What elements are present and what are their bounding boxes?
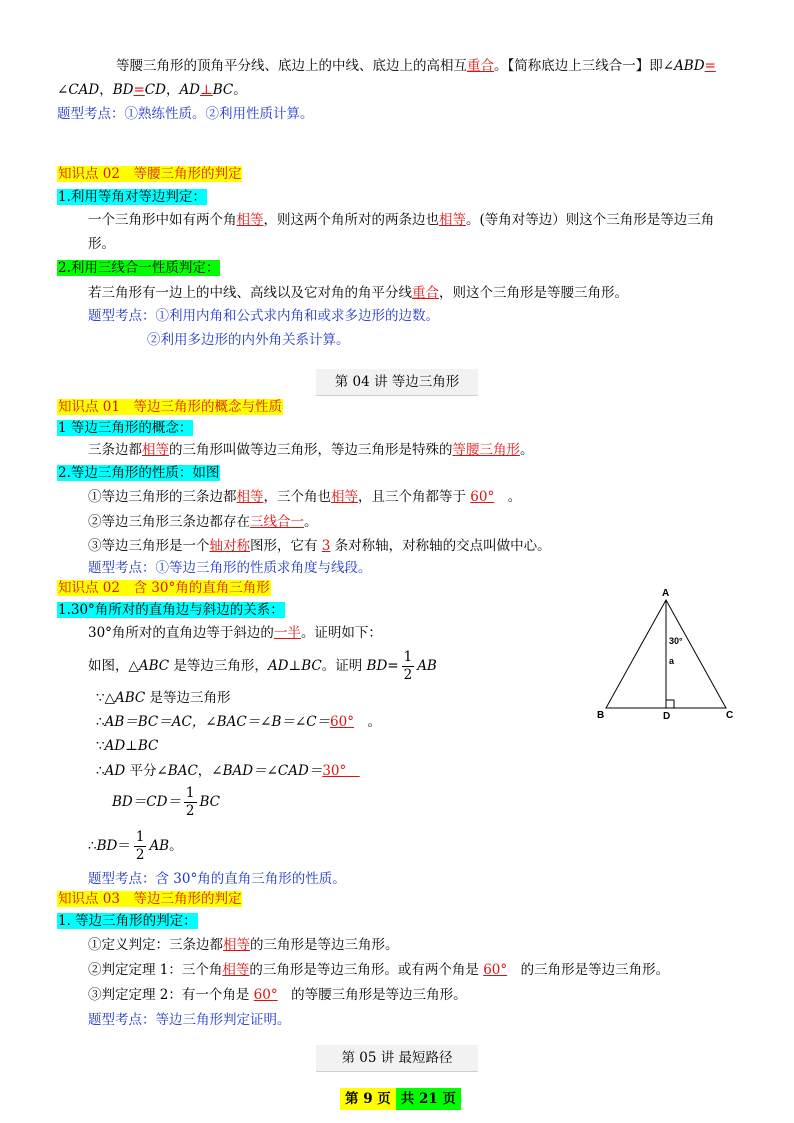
paragraph-line: 三条边都相等的三角形叫做等边三角形，等边三角形是特殊的等腰三角形。 bbox=[88, 442, 534, 458]
proof-line: ∵AD⊥BC bbox=[96, 738, 159, 754]
intro-line-2: ∠CAD，BD=CD，AD⊥BC。 bbox=[57, 82, 247, 98]
fill-answer: 等腰三角形 bbox=[452, 442, 520, 458]
fill-answer: 相等 bbox=[236, 489, 264, 505]
fill-answer: 60° bbox=[483, 962, 508, 978]
side-label: a bbox=[669, 656, 675, 666]
subsection-heading: 2.等边三角形的性质：如图 bbox=[58, 465, 220, 481]
page-footer bbox=[340, 1088, 461, 1110]
equilateral-triangle-figure bbox=[592, 584, 742, 724]
exam-point: 题型考点：等边三角形判定证明。 bbox=[88, 1012, 291, 1028]
proof-statement: 如图，△ABC 是等边三角形，AD⊥BC。证明 BD= $\frac{1}{2}$ AB bbox=[88, 649, 437, 683]
fill-answer: 一半 bbox=[273, 625, 301, 641]
proof-line: ∴AD 平分∠BAC，∠BAD＝∠CAD＝30° bbox=[96, 763, 347, 779]
fill-answer: 相等 bbox=[223, 937, 250, 953]
subsection-heading: 2.利用三线合一性质判定： bbox=[58, 260, 220, 276]
fraction: $\frac{1}{2}$ bbox=[135, 829, 145, 863]
paragraph-line: ③判定定理 2：有一个角是 60° 的等腰三角形是等边三角形。 bbox=[88, 987, 467, 1003]
exam-point: 题型考点：①等边三角形的性质求角度与线段。 bbox=[88, 560, 372, 576]
fill-answer: 相等 bbox=[222, 962, 250, 978]
fill-answer: 相等 bbox=[142, 442, 169, 458]
section-heading: 知识点 02 等腰三角形的判定 bbox=[58, 166, 242, 182]
paragraph-line: ①定义判定：三条边都相等的三角形是等边三角形。 bbox=[88, 937, 399, 953]
paragraph-line: 若三角形有一边上的中线、高线以及它对角的角平分线重合，则这个三角形是等腰三角形。 bbox=[88, 285, 628, 301]
subsection-heading: 1.30°角所对的直角边与斜边的关系： bbox=[58, 602, 284, 618]
fill-answer: 重合 bbox=[467, 58, 494, 74]
exam-point: 题型考点：含 30°角的直角三角形的性质。 bbox=[88, 871, 346, 887]
fraction: $\frac{1}{2}$ bbox=[185, 785, 195, 819]
fill-answer: = bbox=[133, 82, 145, 98]
paragraph-line: 形。 bbox=[88, 236, 115, 252]
fill-answer: 轴对称 bbox=[209, 538, 250, 554]
proof-line: ∴AB＝BC＝AC，∠BAC＝∠B＝∠C＝60° 。 bbox=[96, 714, 381, 730]
fill-answer: 60° bbox=[253, 987, 278, 1003]
proof-line: ∵△ABC 是等边三角形 bbox=[96, 690, 231, 706]
fill-answer: 相等 bbox=[331, 489, 358, 505]
right-angle-mark bbox=[666, 700, 674, 708]
fill-answer: 60° bbox=[330, 714, 354, 730]
page-total: 共 21 页 bbox=[396, 1088, 461, 1110]
page-number: 第 9 页 bbox=[340, 1088, 396, 1110]
lecture-title: 第 04 讲 等边三角形 bbox=[316, 369, 478, 396]
paragraph-line: ①等边三角形的三条边都相等，三个角也相等，且三个角都等于 60° 。 bbox=[88, 489, 522, 505]
intro-line-1: 等腰三角形的顶角平分线、底边上的中线、底边上的高相互重合。【简称底边上三线合一】即∠ABD= bbox=[116, 58, 716, 74]
fraction: $\frac{1}{2}$ bbox=[403, 649, 413, 683]
fill-answer: = bbox=[704, 58, 716, 74]
fill-answer: 60° bbox=[470, 489, 495, 505]
section-heading: 知识点 02 含 30°角的直角三角形 bbox=[58, 580, 270, 596]
paragraph-line: 30°角所对的直角边等于斜边的一半。证明如下： bbox=[88, 625, 382, 641]
section-heading: 知识点 01 等边三角形的概念与性质 bbox=[58, 399, 282, 415]
proof-line: BD＝CD＝ $\frac{1}{2}$ BC bbox=[112, 785, 221, 819]
vertex-label-d: D bbox=[663, 711, 671, 722]
fill-answer: 相等 bbox=[439, 212, 466, 228]
paragraph-line: ②判定定理 1：三个角相等的三角形是等边三角形。或有两个角是 60° 的三角形是等边三角形。 bbox=[88, 962, 670, 978]
vertex-label-a: A bbox=[662, 588, 670, 599]
lecture-title: 第 05 讲 最短路径 bbox=[316, 1045, 478, 1072]
fill-answer: 30° bbox=[322, 763, 347, 779]
fill-answer: 三线合一 bbox=[250, 514, 304, 530]
exam-point: ②利用多边形的内外角关系计算。 bbox=[147, 332, 350, 348]
paragraph-line: 一个三角形中如有两个角相等，则这两个角所对的两条边也相等。(等角对等边）则这个三角形是等边三角 bbox=[88, 212, 715, 228]
paragraph-line: ②等边三角形三条边都存在三线合一。 bbox=[88, 514, 318, 530]
fill-answer: 3 bbox=[321, 538, 331, 554]
angle-label: 30° bbox=[669, 636, 683, 646]
paragraph-line: ③等边三角形是一个轴对称图形，它有 3 条对称轴，对称轴的交点叫做中心。 bbox=[88, 538, 551, 554]
subsection-heading: 1.利用等角对等边判定： bbox=[58, 189, 206, 205]
fill-answer: 相等 bbox=[236, 212, 264, 228]
proof-line: ∴BD＝ $\frac{1}{2}$ AB。 bbox=[88, 829, 183, 863]
section-heading: 知识点 03 等边三角形的判定 bbox=[58, 891, 242, 907]
subsection-heading: 1 等边三角形的概念： bbox=[58, 420, 193, 436]
exam-point: 题型考点：①熟练性质。②利用性质计算。 bbox=[57, 106, 314, 122]
exam-point: 题型考点：①利用内角和公式求内角和或求多边形的边数。 bbox=[88, 308, 439, 324]
vertex-label-c: C bbox=[726, 710, 734, 721]
fill-answer: ⊥ bbox=[200, 82, 213, 98]
vertex-label-b: B bbox=[597, 710, 605, 721]
subsection-heading: 1. 等边三角形的判定： bbox=[58, 913, 197, 929]
fill-answer: 重合 bbox=[412, 285, 439, 301]
